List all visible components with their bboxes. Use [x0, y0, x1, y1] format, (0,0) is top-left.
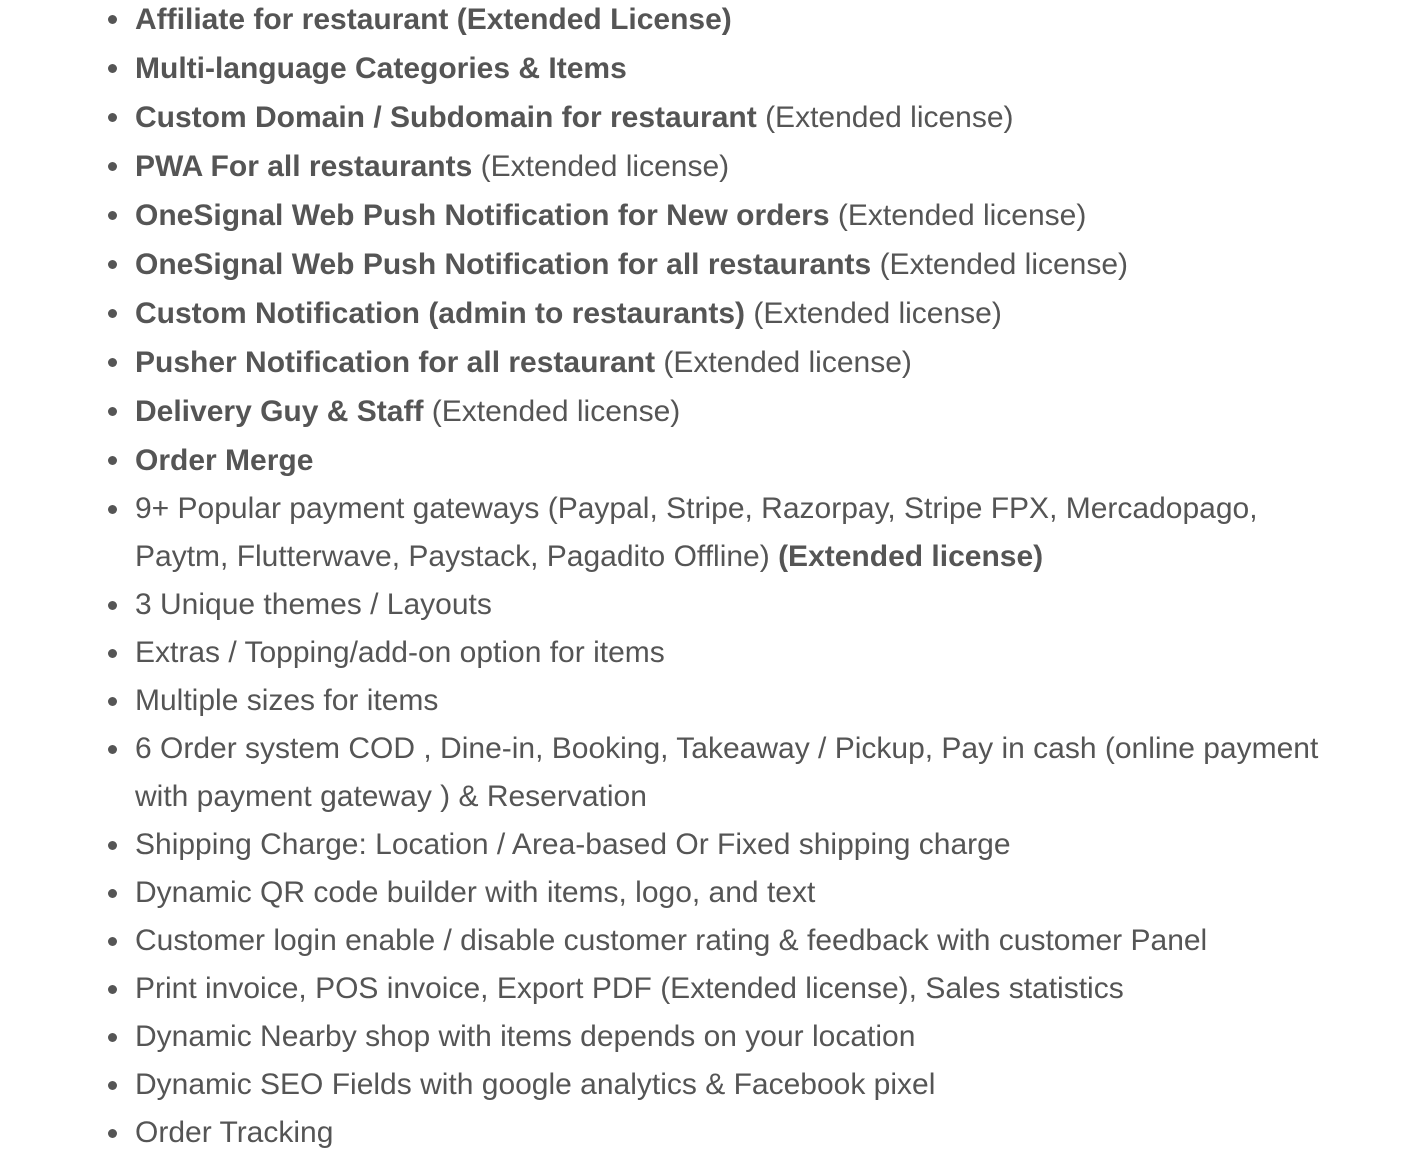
feature-normal-text: (Extended license) — [745, 297, 1002, 330]
feature-normal-text: Multiple sizes for items — [135, 684, 439, 717]
bullet-icon — [108, 649, 117, 658]
list-item — [0, 1109, 1414, 1157]
feature-normal-text: 9+ Popular payment gateways (Paypal, Stripe, Razorpay, Stripe FPX, Mercadopago, Paytm, Flutterwave, Paystack, Pagadito Offline) — [135, 492, 1258, 573]
feature-normal-text: 3 Unique themes / Layouts — [135, 588, 492, 621]
bullet-icon — [108, 358, 117, 367]
list-item — [0, 965, 1414, 1013]
list-item — [0, 142, 1414, 191]
feature-bold-text: Custom Notification (admin to restaurants) — [135, 297, 746, 330]
bullet-icon — [108, 601, 117, 610]
list-item — [0, 338, 1414, 387]
list-item — [0, 581, 1414, 629]
feature-normal-text: Customer login enable / disable customer rating & feedback with customer Panel — [135, 924, 1208, 957]
bullet-icon — [108, 889, 117, 898]
feature-normal-text: (Extended license) — [423, 395, 681, 428]
feature-normal-text: Dynamic SEO Fields with google analytics & Facebook pixel — [135, 1068, 936, 1101]
feature-normal-text: (Extended license) — [655, 346, 912, 379]
feature-normal-text: Shipping Charge: Location / Area-based Or Fixed shipping charge — [135, 828, 1011, 861]
bullet-icon — [108, 1129, 117, 1138]
feature-bold-text: Order Merge — [135, 444, 314, 477]
feature-bold-text: (Extended license) — [778, 540, 1044, 573]
feature-bold-text: Multi-language Categories & Items — [135, 52, 627, 85]
bullet-icon — [108, 456, 117, 465]
feature-bold-text: Delivery Guy & Staff — [135, 395, 424, 428]
list-item — [0, 93, 1414, 142]
list-item — [0, 917, 1414, 965]
feature-bold-text: Pusher Notification for all restaurant — [135, 346, 656, 379]
feature-normal-text: (Extended license) — [829, 199, 1087, 232]
list-item — [0, 289, 1414, 338]
bullet-icon — [108, 1033, 117, 1042]
feature-normal-text: (Extended license) — [472, 150, 730, 183]
feature-bold-text: OneSignal Web Push Notification for all restaurants — [135, 248, 872, 281]
bullet-icon — [108, 841, 117, 850]
feature-normal-text: Print invoice, POS invoice, Export PDF (Extended license), Sales statistics — [135, 972, 1124, 1005]
bullet-icon — [108, 211, 117, 220]
list-item — [0, 44, 1414, 93]
bullet-icon — [108, 64, 117, 73]
feature-normal-text: Order Tracking — [135, 1116, 334, 1149]
list-item — [0, 1013, 1414, 1061]
list-item — [0, 1061, 1414, 1109]
bullet-icon — [108, 505, 117, 514]
feature-bold-text: OneSignal Web Push Notification for New orders — [135, 199, 830, 232]
bullet-icon — [108, 407, 117, 416]
bullet-icon — [108, 260, 117, 269]
list-item — [0, 436, 1414, 485]
bullet-icon — [108, 162, 117, 171]
bullet-icon — [108, 937, 117, 946]
feature-normal-text: 6 Order system COD , Dine-in, Booking, Takeaway / Pickup, Pay in cash (online payment with payment gateway ) & Reservation — [135, 732, 1319, 813]
feature-normal-text: Dynamic Nearby shop with items depends on your location — [135, 1020, 916, 1053]
feature-bold-text: Custom Domain / Subdomain for restaurant — [135, 101, 757, 134]
bullet-icon — [108, 309, 117, 318]
feature-normal-text: (Extended license) — [756, 101, 1014, 134]
list-item — [0, 0, 1414, 44]
list-item — [0, 240, 1414, 289]
list-item — [0, 677, 1414, 725]
bullet-icon — [108, 985, 117, 994]
list-item — [0, 869, 1414, 917]
bullet-icon — [108, 697, 117, 706]
list-item — [0, 629, 1414, 677]
list-item — [0, 725, 1414, 821]
list-item — [0, 821, 1414, 869]
bullet-icon — [108, 745, 117, 754]
list-item — [0, 191, 1414, 240]
bullet-icon — [108, 113, 117, 122]
feature-normal-text: Dynamic QR code builder with items, logo, and text — [135, 876, 816, 909]
list-item — [0, 485, 1414, 581]
bullet-icon — [108, 15, 117, 24]
feature-bold-text: PWA For all restaurants — [135, 150, 473, 183]
feature-bold-text: Affiliate for restaurant (Extended License) — [135, 3, 732, 36]
feature-normal-text: (Extended license) — [871, 248, 1129, 281]
list-item — [0, 387, 1414, 436]
feature-normal-text: Extras / Topping/add-on option for items — [135, 636, 665, 669]
bullet-icon — [108, 1081, 117, 1090]
